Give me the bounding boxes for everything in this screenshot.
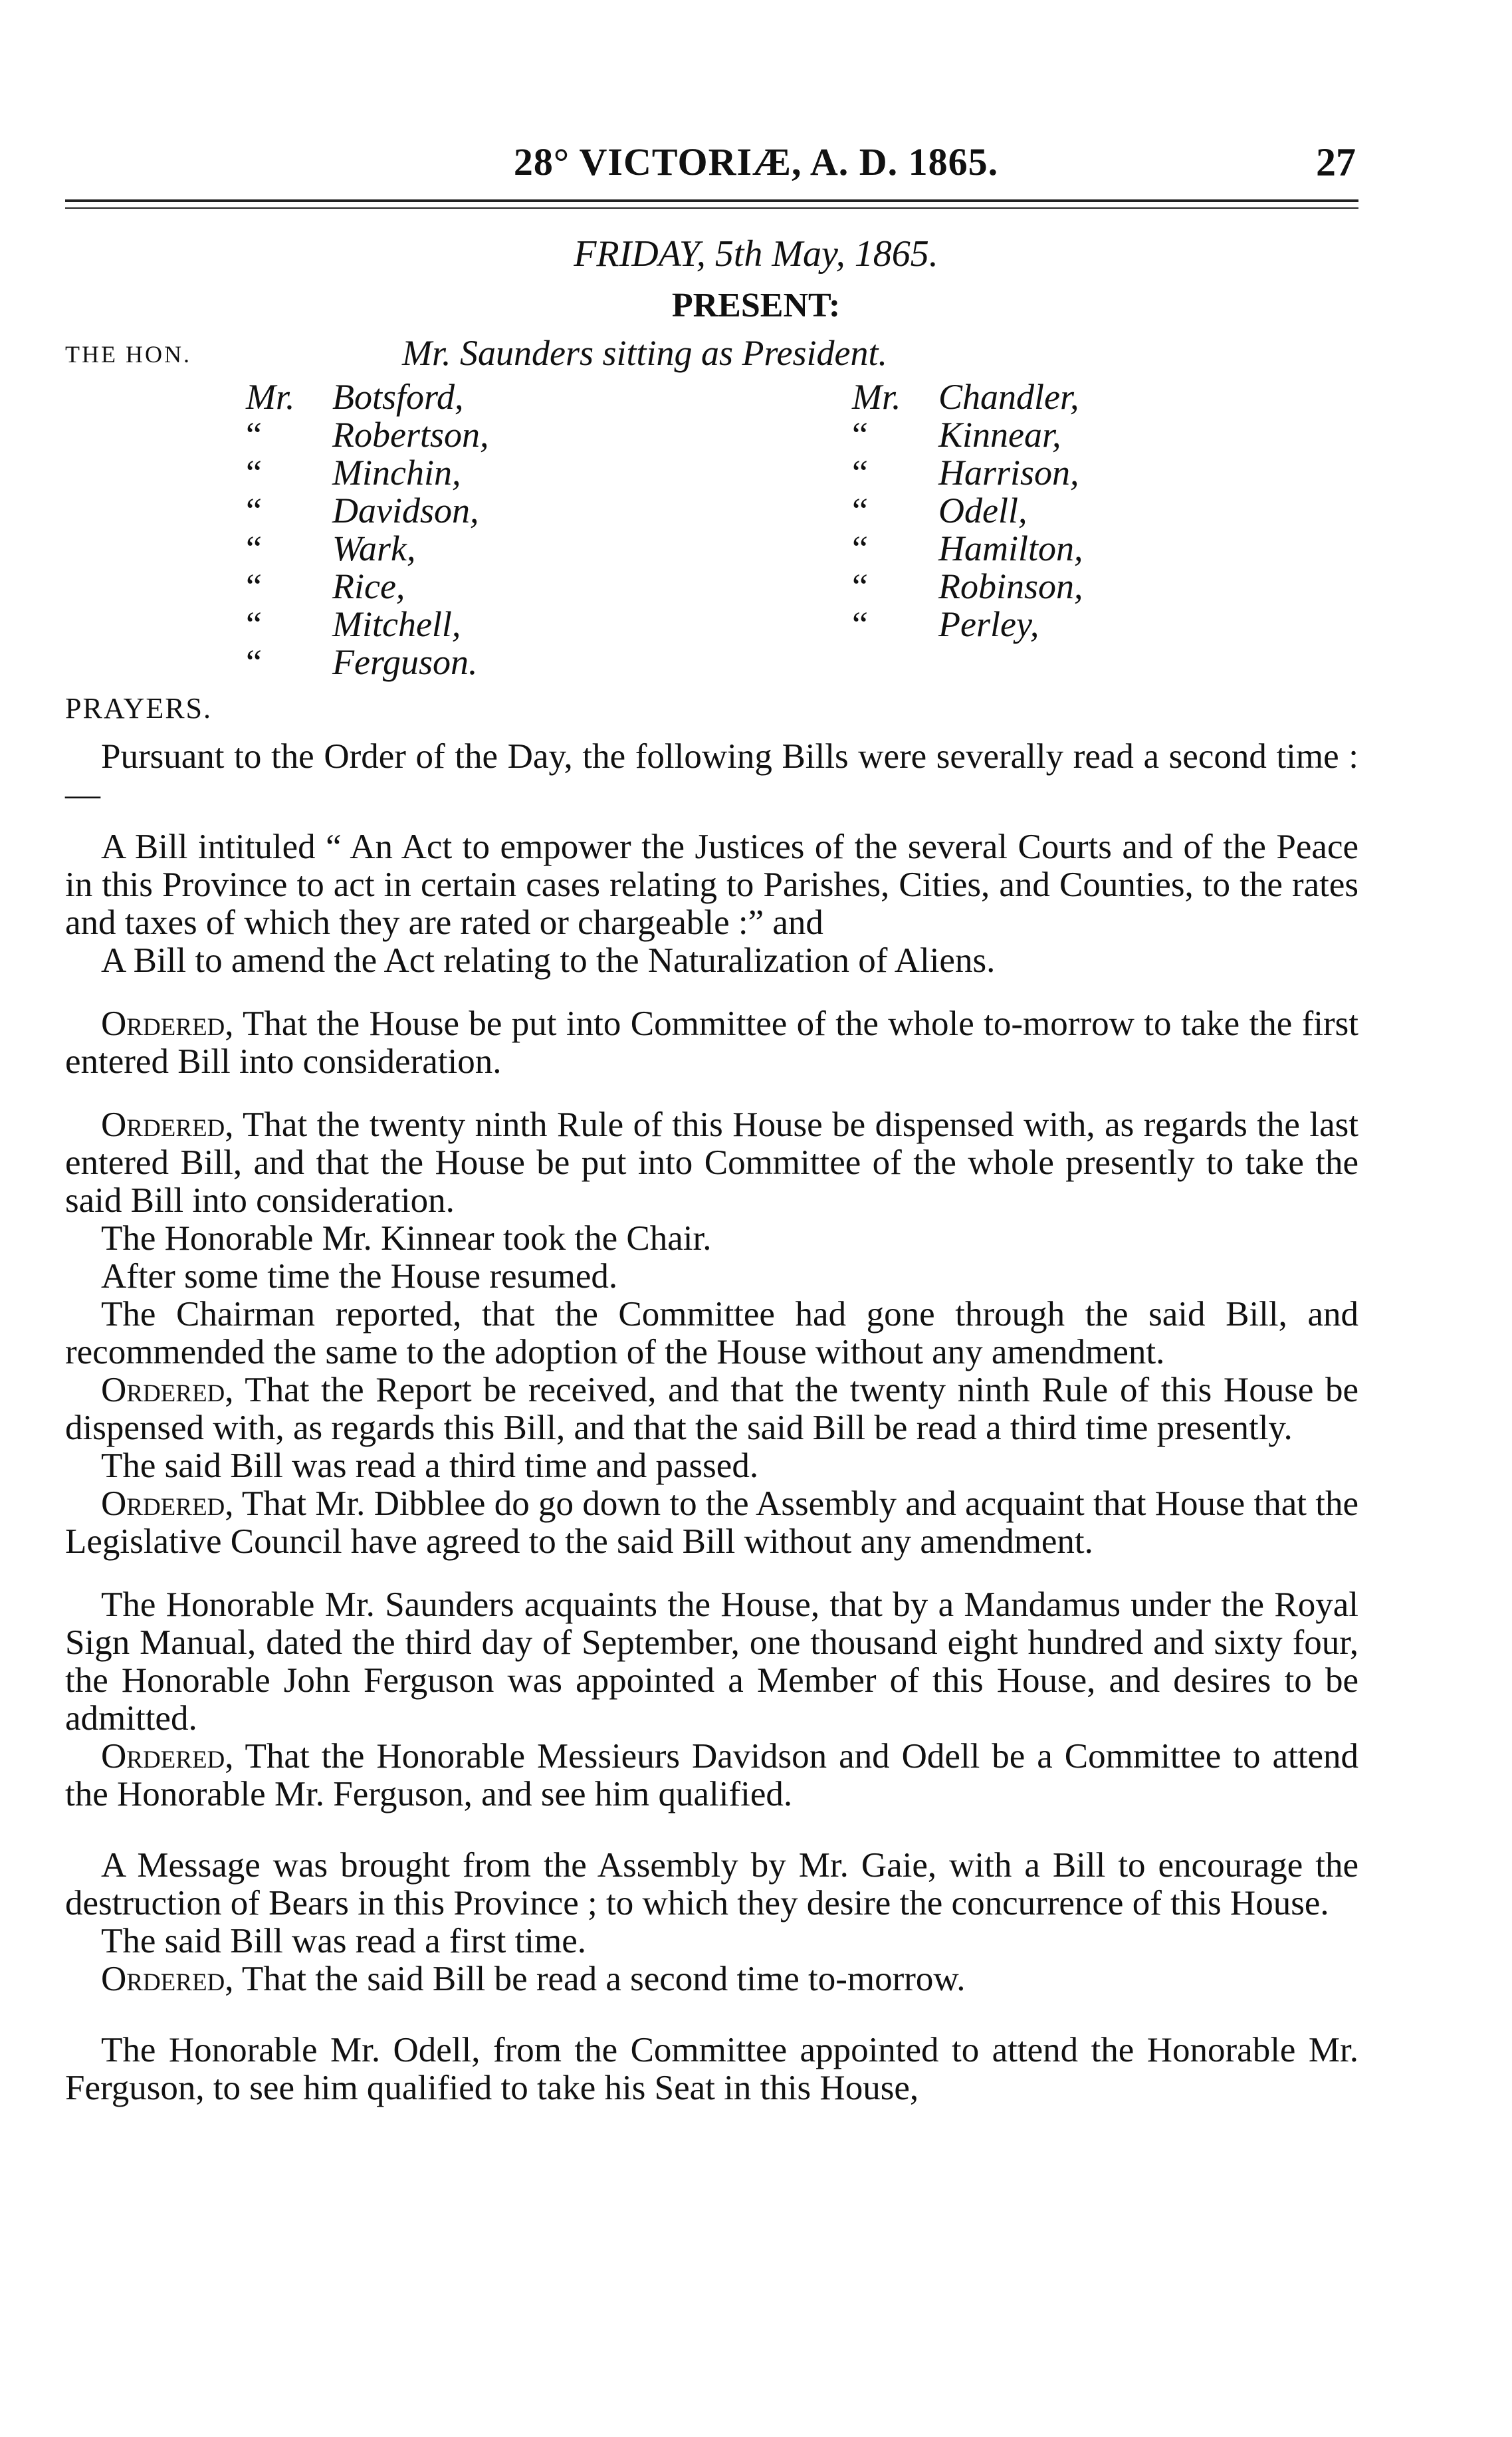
paragraph-text: The Honorable Mr. Saunders acquaints the House, that by a Mandamus under the Royal Sign Manual, dated the third day of September, one thousand eight hundred and sixty four, the Honorable John Ferguson was appointed a Member of this House, and desires to be admitted.	[65, 1585, 1358, 1738]
paragraph	[65, 1586, 1358, 1738]
member-entry	[852, 414, 1083, 455]
ordered-lead: Ordered,	[101, 1737, 234, 1776]
paragraph	[65, 1960, 1358, 1998]
member-name: Robinson,	[938, 566, 1083, 606]
paragraph	[65, 1922, 1358, 1960]
member-prefix: “	[852, 566, 868, 606]
member-entry	[246, 604, 489, 644]
ordered-lead: Ordered,	[101, 1960, 234, 1998]
member-entry	[246, 641, 489, 682]
paragraph-text: That Mr. Dibblee do go down to the Assembly and acquaint that House that the Legislative Council have agreed to the said Bill without any amendment.	[65, 1484, 1358, 1561]
paragraph-text: The Chairman reported, that the Committee had gone through the said Bill, and recommended the same to the adoption of the House without any amendment.	[65, 1295, 1358, 1371]
member-name: Mitchell,	[332, 604, 461, 644]
president-line: Mr. Saunders sitting as President.	[402, 333, 888, 373]
member-entry	[246, 528, 489, 566]
paragraph-text: The said Bill was read a third time and passed.	[101, 1447, 759, 1485]
member-entry	[246, 414, 489, 455]
member-entry	[852, 528, 1083, 566]
member-name: Hamilton,	[938, 528, 1083, 568]
paragraph	[65, 828, 1358, 942]
member-prefix: “	[852, 604, 868, 644]
paragraph	[65, 1258, 1358, 1296]
ordered-lead: Ordered,	[101, 1105, 234, 1144]
member-prefix: “	[246, 491, 262, 530]
paragraph	[65, 1847, 1358, 1922]
running-header: 28° VICTORIÆ, A. D. 1865.	[513, 140, 999, 183]
member-prefix: “	[246, 453, 262, 493]
member-prefix: “	[246, 528, 262, 568]
members-list-left	[246, 376, 489, 682]
member-name: Odell,	[938, 491, 1027, 530]
member-entry	[246, 376, 489, 417]
paragraph-text: A Message was brought from the Assembly by Mr. Gaie, with a Bill to encourage the destruction of Bears in this Province ; to which they desire the concurrence of this House.	[65, 1846, 1358, 1922]
paragraph-text: The Honorable Mr. Kinnear took the Chair.	[101, 1219, 712, 1258]
member-prefix: Mr.	[246, 377, 295, 417]
member-name: Minchin,	[332, 453, 461, 493]
member-prefix: “	[852, 528, 868, 568]
paragraph-text: Pursuant to the Order of the Day, the following Bills were severally read a second time :—	[65, 737, 1358, 814]
member-entry	[246, 566, 489, 604]
member-entry	[852, 452, 1083, 493]
proceedings-body	[65, 738, 1358, 2107]
member-name: Harrison,	[938, 453, 1079, 493]
member-prefix: Mr.	[852, 377, 901, 417]
member-entry	[852, 604, 1083, 644]
member-entry	[246, 452, 489, 493]
member-prefix: “	[246, 566, 262, 606]
ordered-lead: Ordered,	[101, 1484, 234, 1523]
ordered-lead: Ordered,	[101, 1004, 234, 1043]
page-number: 27	[1316, 140, 1356, 184]
paragraph	[65, 1738, 1358, 1813]
paragraph-text: That the said Bill be read a second time to-morrow.	[233, 1960, 966, 1998]
ordered-lead: Ordered,	[101, 1371, 234, 1409]
member-prefix: “	[246, 415, 262, 455]
member-entry	[852, 490, 1083, 528]
paragraph	[65, 1296, 1358, 1371]
paragraph-text: That the Report be received, and that the twenty ninth Rule of this House be dispensed with, as regards this Bill, and that the said Bill be read a third time presently.	[65, 1371, 1358, 1447]
paragraph	[65, 1220, 1358, 1258]
member-name: Botsford,	[332, 377, 464, 417]
member-name: Rice,	[332, 566, 405, 606]
paragraph-text: That the twenty ninth Rule of this House be dispensed with, as regards the last entered Bill, and that the House be put into Committee of the whole presently to take the said Bill into consideration.	[65, 1105, 1358, 1220]
paragraph	[65, 1005, 1358, 1081]
paragraph	[65, 1485, 1358, 1561]
paragraph-text: The Honorable Mr. Odell, from the Committee appointed to attend the Honorable Mr. Ferguson, to see him qualified to take his Seat in this House,	[65, 2031, 1358, 2107]
header-rule	[65, 199, 1358, 202]
paragraph	[65, 942, 1358, 980]
members-list-right	[852, 376, 1083, 644]
header-rule-thin	[65, 207, 1358, 209]
member-name: Wark,	[332, 528, 416, 568]
paragraph	[65, 2031, 1358, 2107]
member-prefix: “	[246, 642, 262, 682]
present-heading: PRESENT:	[671, 287, 841, 324]
member-entry	[852, 566, 1083, 604]
sitting-date: FRIDAY, 5th May, 1865.	[574, 233, 938, 275]
prayers-label: PRAYERS.	[65, 692, 213, 725]
member-prefix: “	[852, 453, 868, 493]
member-prefix: “	[852, 491, 868, 530]
member-name: Davidson,	[332, 491, 479, 530]
member-prefix: “	[852, 415, 868, 455]
member-entry	[852, 376, 1083, 417]
paragraph	[65, 1447, 1358, 1485]
paragraph-text: After some time the House resumed.	[101, 1257, 618, 1296]
member-name: Chandler,	[938, 377, 1079, 417]
paragraph	[65, 738, 1358, 814]
paragraph-text: A Bill to amend the Act relating to the Naturalization of Aliens.	[101, 941, 996, 980]
member-entry	[246, 490, 489, 528]
paragraph-text: That the House be put into Committee of the whole to-morrow to take the first entered Bill into consideration.	[65, 1004, 1358, 1081]
paragraph-text: The said Bill was read a first time.	[101, 1922, 587, 1960]
member-name: Perley,	[938, 604, 1039, 644]
paragraph	[65, 1371, 1358, 1447]
paragraph-text: A Bill intituled “ An Act to empower the Justices of the several Courts and of the Peace in this Province to act in certain cases relating to Parishes, Cities, and Counties, to the rates and taxes of which they are rated or chargeable :” and	[65, 828, 1358, 942]
member-name: Kinnear,	[938, 415, 1061, 455]
member-name: Robertson,	[332, 415, 489, 455]
member-name: Ferguson.	[332, 642, 478, 682]
paragraph-text: That the Honorable Messieurs Davidson and Odell be a Committee to attend the Honorable Mr. Ferguson, and see him qualified.	[65, 1737, 1358, 1813]
paragraph	[65, 1106, 1358, 1220]
the-hon-label: THE HON.	[65, 341, 191, 368]
member-prefix: “	[246, 604, 262, 644]
